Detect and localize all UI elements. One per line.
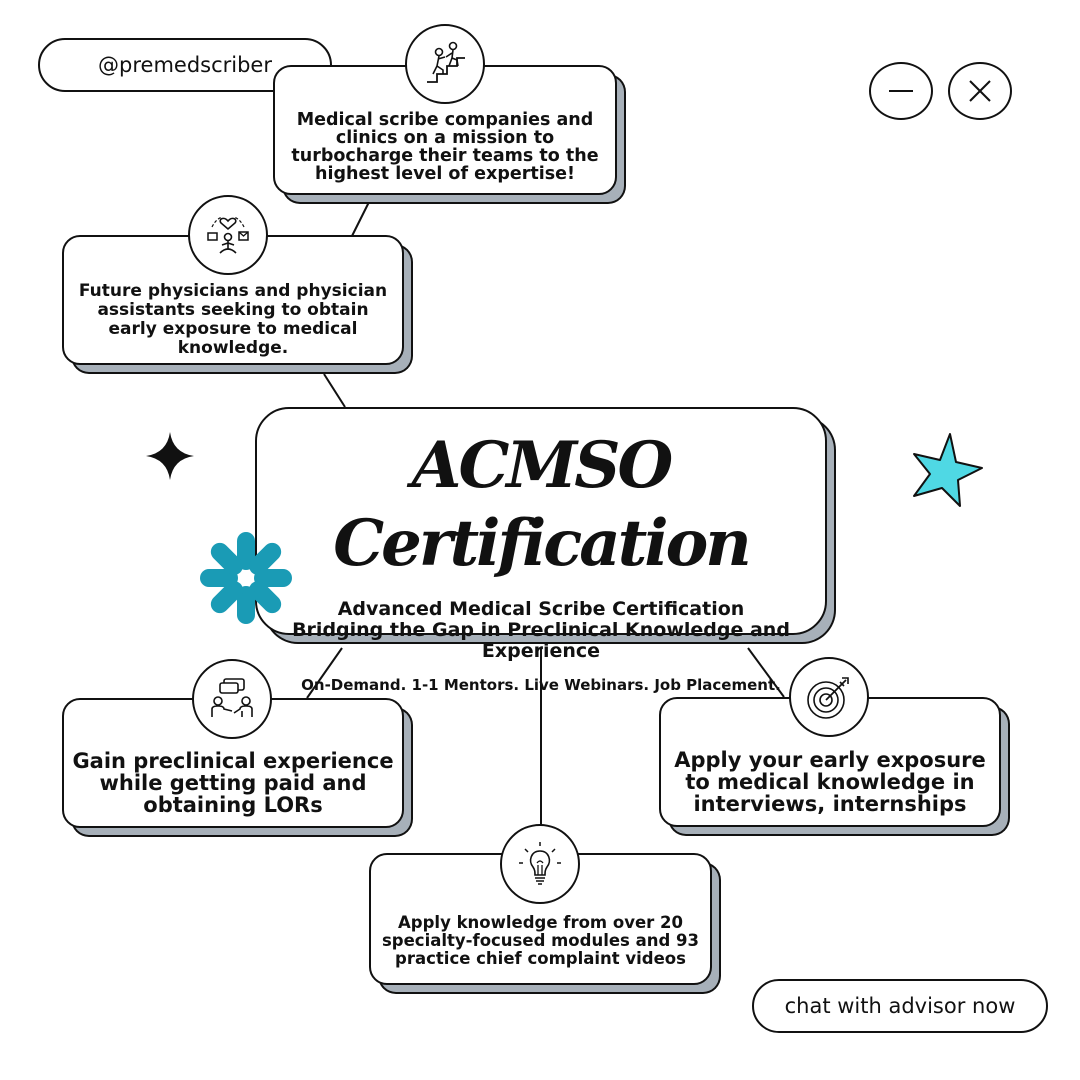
x-icon xyxy=(968,79,992,103)
main-subtitle-line1: Advanced Medical Scribe Certification xyxy=(337,598,745,620)
lightbulb-icon xyxy=(500,824,580,904)
chat-advisor-label: chat with advisor now xyxy=(784,994,1016,1018)
main-tagline: On-Demand. 1-1 Mentors. Live Webinars. Job Placement. xyxy=(301,676,781,694)
card-modules-text: Apply knowledge from over 20 specialty-focused modules and 93 practice chief complaint videos xyxy=(381,913,700,968)
main-title: ACMSO Certification xyxy=(333,428,749,581)
minimize-button[interactable] xyxy=(869,62,933,120)
card-apply-text: Apply your early exposure to medical knowledge in interviews, internships xyxy=(674,748,986,816)
card-physicians-text: Future physicians and physician assistants seeking to obtain early exposure to medical knowledge. xyxy=(78,281,388,358)
chat-advisor-button[interactable] xyxy=(752,979,1048,1033)
card-companies-text: Medical scribe companies and clinics on a mission to turbocharge their teams to the highest level of expertise! xyxy=(291,110,599,184)
flower-asterisk-icon xyxy=(198,530,294,626)
close-button[interactable] xyxy=(948,62,1012,120)
handle-text: @premedscriber xyxy=(98,53,272,77)
main-subtitle xyxy=(257,599,825,662)
mentoring-conversation-icon xyxy=(192,659,272,739)
team-climbing-stairs-icon xyxy=(405,24,485,104)
sparkle-icon xyxy=(145,431,195,481)
target-arrow-icon xyxy=(789,657,869,737)
main-card xyxy=(255,407,827,694)
balance-wellbeing-icon xyxy=(188,195,268,275)
main-subtitle-line2: Bridging the Gap in Preclinical Knowledge and Experience xyxy=(292,619,790,662)
star-icon xyxy=(906,430,986,510)
minus-icon xyxy=(888,89,914,93)
card-experience-text: Gain preclinical experience while getting paid and obtaining LORs xyxy=(72,749,394,817)
